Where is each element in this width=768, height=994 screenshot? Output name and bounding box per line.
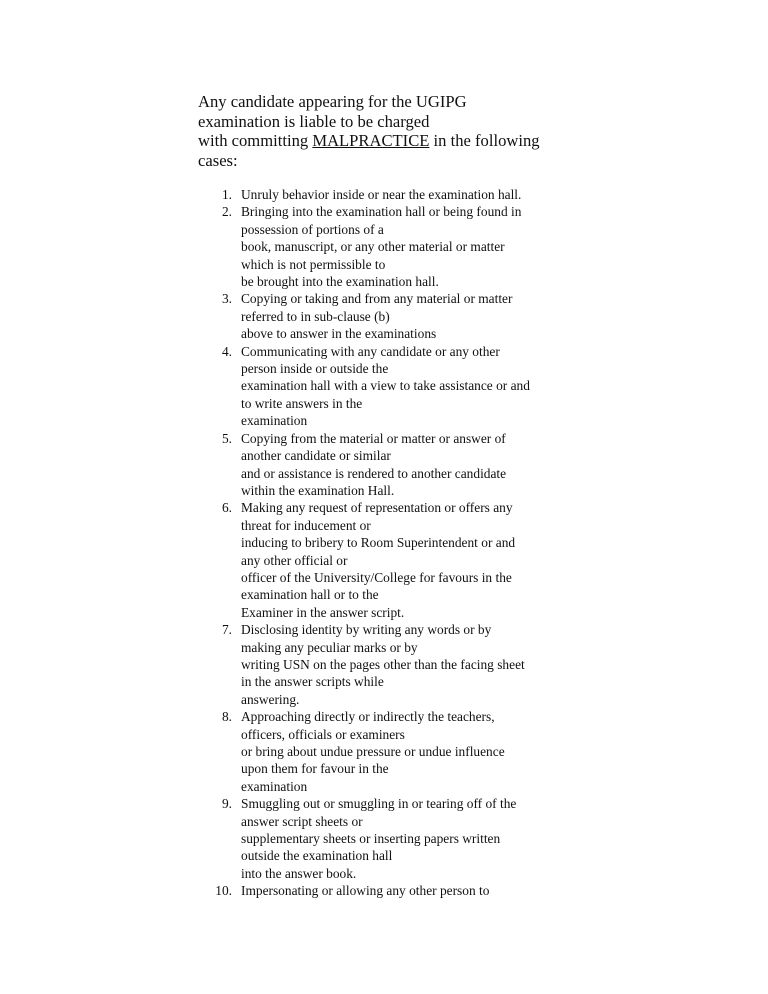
list-item-line: outside the examination hall (241, 848, 393, 864)
list-item-line: Disclosing identity by writing any words or by (241, 622, 492, 638)
list-item-line: be brought into the examination hall. (241, 274, 439, 290)
list-item (198, 430, 578, 500)
list-item-number: 8. (221, 709, 232, 725)
list-item-line: within the examination Hall. (241, 482, 395, 498)
list-item-line: supplementary sheets or inserting papers written (241, 831, 501, 847)
list-item-line: answer script sheets or (241, 813, 363, 829)
list-item-line: Unruly behavior inside or near the examination hall. (241, 187, 522, 202)
intro-line: examination is liable to be charged (198, 111, 430, 131)
list-item-line: examination hall or to the (241, 587, 379, 603)
list-item-line: examination hall with a view to take assistance or and (241, 378, 530, 394)
list-item-line: person inside or outside the (241, 361, 389, 377)
intro-text: with committing (198, 131, 313, 151)
list-item-line: threat for inducement or (241, 517, 371, 533)
intro-line: Any candidate appearing for the UGIPG (198, 92, 467, 111)
list-item-line: Impersonating or allowing any other person to (241, 883, 490, 899)
list-item (198, 186, 578, 203)
list-item-line: any other official or (241, 552, 348, 568)
list-item-line: making any peculiar marks or by (241, 639, 418, 655)
list-item (198, 203, 578, 290)
intro-text: in the following (429, 131, 540, 151)
list-item-line: which is not permissible to (241, 256, 386, 272)
malpractice-underlined: MALPRACTICE (312, 131, 430, 151)
list-item-number: 1. (221, 187, 232, 202)
list-item-number: 5. (221, 430, 232, 446)
list-item-line: Making any request of representation or offers any (241, 500, 513, 516)
list-item-line: Bringing into the examination hall or being found in (241, 204, 522, 220)
list-item (198, 708, 578, 795)
list-item-line: and or assistance is rendered to another candidate (241, 465, 507, 481)
intro-paragraph (198, 92, 578, 170)
list-item-line: examination (241, 778, 308, 794)
list-item-line: referred to in sub-clause (b) (241, 308, 390, 324)
list-item-line: upon them for favour in the (241, 761, 389, 777)
list-item-line: book, manuscript, or any other material or matter (241, 239, 505, 255)
list-item (198, 621, 578, 708)
list-item-line: Copying from the material or matter or answer of (241, 430, 506, 446)
list-item-number: 6. (221, 500, 232, 516)
list-item-number: 7. (221, 622, 232, 638)
list-item (198, 499, 578, 621)
list-item-line: Examiner in the answer script. (241, 604, 405, 620)
list-item-line: Communicating with any candidate or any other (241, 343, 500, 359)
list-item-number: 3. (221, 291, 232, 307)
list-item (198, 882, 578, 899)
list-item-line: Copying or taking and from any material or matter (241, 291, 513, 307)
list-item-line: examination (241, 413, 308, 429)
list-item-line: answering. (241, 691, 300, 707)
list-item (198, 290, 578, 342)
list-item-line: Approaching directly or indirectly the teachers, (241, 709, 495, 725)
list-item-line: Smuggling out or smuggling in or tearing off of the (241, 796, 517, 812)
malpractice-list (198, 186, 578, 900)
list-item-line: or bring about undue pressure or undue influence (241, 744, 505, 759)
intro-line (198, 131, 578, 151)
list-item-line: possession of portions of a (241, 221, 384, 237)
list-item-line: officer of the University/College for favours in the (241, 569, 512, 585)
intro-line: cases: (198, 150, 238, 170)
list-item-number: 9. (221, 796, 232, 812)
list-item (198, 795, 578, 882)
list-item-line: another candidate or similar (241, 448, 391, 464)
list-item-line: writing USN on the pages other than the facing sheet (241, 656, 525, 672)
list-item-line: inducing to bribery to Room Superintendent or and (241, 535, 516, 551)
list-item-number: 4. (221, 343, 232, 359)
list-item-line: in the answer scripts while (241, 674, 384, 690)
list-item-line: to write answers in the (241, 395, 363, 411)
list-item-line: into the answer book. (241, 865, 357, 881)
list-item-number: 10. (215, 883, 232, 899)
list-item (198, 343, 578, 430)
list-item-number: 2. (221, 204, 232, 220)
list-item-line: above to answer in the examinations (241, 326, 437, 342)
list-item-line: officers, officials or examiners (241, 726, 405, 742)
